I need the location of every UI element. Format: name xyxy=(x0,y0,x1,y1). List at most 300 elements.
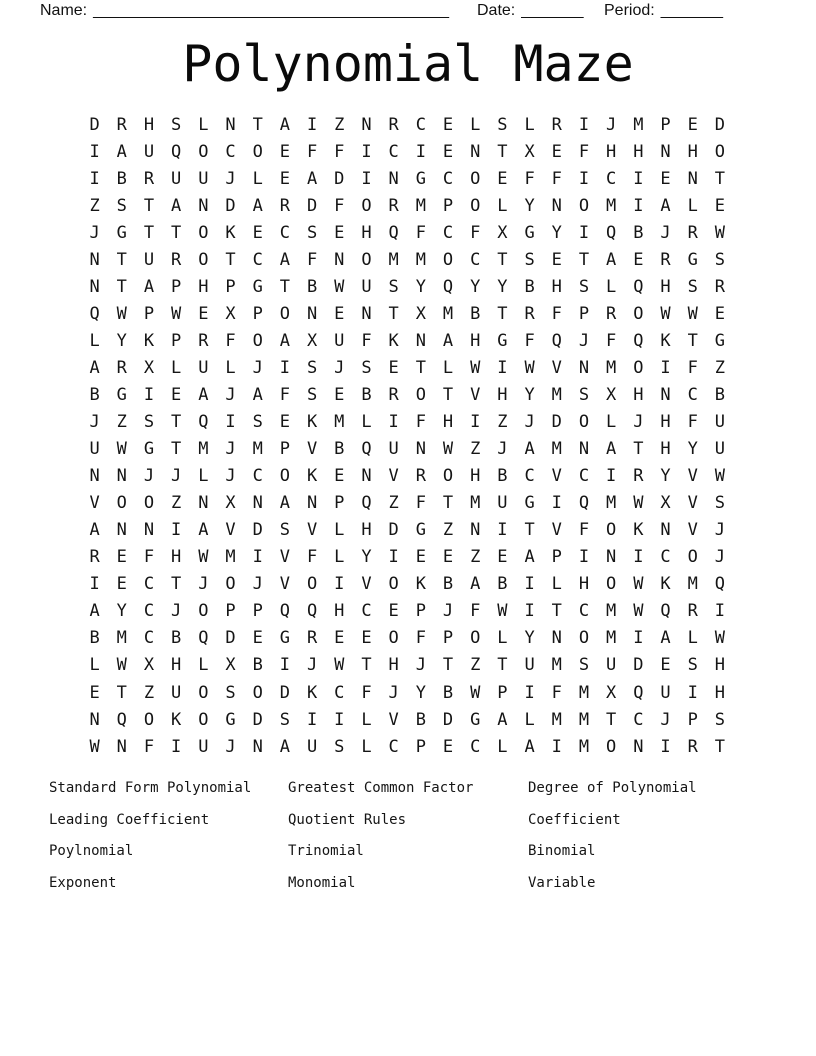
grid-cell: I xyxy=(171,520,182,541)
grid-cell: S xyxy=(143,412,155,433)
grid-cell: K xyxy=(306,466,318,487)
grid-cell: W xyxy=(116,655,127,676)
grid-cell: J xyxy=(225,736,236,757)
grid-cell: A xyxy=(116,141,127,162)
grid-cell: K xyxy=(225,222,236,243)
grid-cell: T xyxy=(171,412,182,433)
grid-cell: V xyxy=(306,439,318,460)
grid-cell: J xyxy=(225,384,236,405)
grid-cell: W xyxy=(687,303,698,324)
word-list-item: Quotient Rules xyxy=(288,811,407,828)
grid-cell: A xyxy=(442,330,454,351)
word-list-item: Standard Form Polynomial xyxy=(49,780,252,796)
grid-cell: C xyxy=(143,628,155,649)
grid-cell: U xyxy=(198,168,209,189)
grid-cell: E xyxy=(388,357,399,378)
grid-cell: Q xyxy=(633,330,644,351)
grid-cell: E xyxy=(497,168,508,189)
word-list-item: Degree of Polynomial xyxy=(528,780,697,796)
grid-cell: F xyxy=(415,222,426,243)
grid-cell: U xyxy=(361,276,372,297)
grid-cell: F xyxy=(334,195,345,216)
grid-cell: A xyxy=(524,439,535,460)
grid-cell: E xyxy=(116,547,127,568)
grid-cell: E xyxy=(89,682,100,703)
grid-cell: C xyxy=(279,222,291,243)
grid-cell: O xyxy=(361,249,372,270)
grid-cell: L xyxy=(198,655,209,676)
grid-cell: A xyxy=(306,168,318,189)
grid-cell: L xyxy=(497,736,508,757)
grid-cell: T xyxy=(361,655,372,676)
grid-cell: B xyxy=(334,439,345,460)
grid-cell: N xyxy=(116,736,127,757)
grid-cell: R xyxy=(198,330,209,351)
grid-cell: J xyxy=(334,357,345,378)
grid-cell: L xyxy=(225,357,236,378)
grid-cell: W xyxy=(116,439,127,460)
grid-cell: V xyxy=(687,466,698,487)
grid-cell: I xyxy=(633,628,644,649)
grid-cell: R xyxy=(171,249,182,270)
grid-cell: I xyxy=(551,736,562,757)
grid-cell: J xyxy=(89,412,100,433)
grid-cell: N xyxy=(660,520,671,541)
word-list-column xyxy=(528,773,697,900)
grid-cell: T xyxy=(252,114,263,135)
grid-cell: A xyxy=(89,520,100,541)
grid-cell: J xyxy=(198,574,209,595)
grid-cell: W xyxy=(714,466,726,487)
grid-cell: H xyxy=(606,141,617,162)
grid-cell: H xyxy=(361,520,372,541)
grid-cell: E xyxy=(633,249,644,270)
grid-cell: A xyxy=(252,384,263,405)
grid-cell: O xyxy=(578,628,590,649)
grid-cell: B xyxy=(633,222,644,243)
grid-cell: R xyxy=(306,628,318,649)
grid-cell: D xyxy=(334,168,345,189)
grid-cell: X xyxy=(306,330,318,351)
grid-cell: V xyxy=(225,520,236,541)
grid-cell: L xyxy=(361,709,372,730)
grid-cell: I xyxy=(143,384,155,405)
grid-cell: O xyxy=(470,628,481,649)
grid-cell: J xyxy=(171,601,182,622)
grid-cell: S xyxy=(687,276,698,297)
grid-cell: T xyxy=(279,276,291,297)
grid-cell: E xyxy=(252,628,263,649)
grid-cell: E xyxy=(442,114,454,135)
word-list-item: Exponent xyxy=(49,875,117,892)
grid-cell: T xyxy=(143,195,155,216)
grid-cell: Z xyxy=(714,357,726,378)
grid-cell: V xyxy=(470,384,481,405)
grid-cell: P xyxy=(415,736,426,757)
grid-cell: I xyxy=(279,655,291,676)
grid-cell: N xyxy=(578,357,590,378)
grid-cell: J xyxy=(388,682,399,703)
grid-cell: W xyxy=(470,682,481,703)
grid-cell: H xyxy=(198,276,209,297)
grid-cell: Z xyxy=(388,493,399,514)
grid-cell: Z xyxy=(442,520,454,541)
grid-cell: E xyxy=(714,303,726,324)
grid-cell: N xyxy=(606,547,617,568)
grid-cell: L xyxy=(89,655,100,676)
grid-cell: E xyxy=(415,547,426,568)
grid-cell: S xyxy=(497,114,508,135)
grid-cell: X xyxy=(415,303,426,324)
grid-cell: W xyxy=(633,574,644,595)
grid-cell: U xyxy=(306,736,318,757)
grid-cell: G xyxy=(143,439,155,460)
grid-cell: I xyxy=(606,466,617,487)
grid-cell: S xyxy=(252,412,263,433)
grid-cell: O xyxy=(415,384,426,405)
grid-cell: F xyxy=(279,384,291,405)
grid-cell: M xyxy=(551,384,562,405)
grid-cell: O xyxy=(578,195,590,216)
grid-cell: I xyxy=(633,547,644,568)
page-title: Polynomial Maze xyxy=(182,35,634,93)
grid-cell: Z xyxy=(470,655,481,676)
grid-cell: M xyxy=(470,493,481,514)
grid-cell: O xyxy=(606,520,617,541)
grid-cell: L xyxy=(606,276,617,297)
grid-cell: F xyxy=(225,330,236,351)
grid-cell: J xyxy=(171,466,182,487)
grid-cell: M xyxy=(606,601,617,622)
date-field xyxy=(477,2,584,20)
grid-cell: O xyxy=(361,195,372,216)
grid-cell: W xyxy=(660,303,671,324)
grid-cell: W xyxy=(334,655,345,676)
grid-cell: O xyxy=(470,168,481,189)
grid-cell: J xyxy=(714,520,726,541)
grid-cell: E xyxy=(660,655,671,676)
grid-cell: S xyxy=(116,195,127,216)
grid-cell: N xyxy=(198,195,209,216)
word-list-item: Monomial xyxy=(288,875,356,892)
grid-cell: Y xyxy=(116,330,127,351)
grid-cell: Y xyxy=(497,276,508,297)
grid-cell: Z xyxy=(116,412,127,433)
grid-cell: F xyxy=(551,682,562,703)
grid-cell: O xyxy=(225,574,236,595)
grid-cell: Q xyxy=(361,493,372,514)
grid-cell: A xyxy=(198,520,209,541)
grid-cell: H xyxy=(633,384,644,405)
grid-cell: O xyxy=(388,574,399,595)
grid-cell: V xyxy=(551,520,562,541)
grid-cell: U xyxy=(143,249,155,270)
grid-cell: X xyxy=(660,493,671,514)
grid-cell: O xyxy=(606,574,617,595)
grid-cell: S xyxy=(687,655,698,676)
grid-cell: N xyxy=(89,276,100,297)
grid-cell: E xyxy=(714,195,726,216)
grid-cell: M xyxy=(415,249,426,270)
grid-cell: Q xyxy=(361,439,372,460)
grid-cell: F xyxy=(361,682,372,703)
grid-cell: T xyxy=(442,655,454,676)
grid-cell: H xyxy=(578,574,590,595)
grid-cell: I xyxy=(660,357,671,378)
grid-cell: O xyxy=(279,466,291,487)
grid-cell: I xyxy=(415,141,426,162)
grid-cell: L xyxy=(252,168,263,189)
grid-cell: Y xyxy=(415,276,426,297)
grid-cell: O xyxy=(198,222,209,243)
grid-cell: U xyxy=(714,439,726,460)
name-field xyxy=(40,2,449,20)
grid-cell: W xyxy=(442,439,454,460)
grid-cell: M xyxy=(578,736,590,757)
grid-cell: K xyxy=(415,574,426,595)
grid-cell: T xyxy=(687,330,698,351)
word-list-column xyxy=(49,773,251,900)
grid-cell: W xyxy=(524,357,535,378)
grid-cell: J xyxy=(225,466,236,487)
grid-cell: W xyxy=(633,493,644,514)
grid-cell: S xyxy=(578,655,590,676)
grid-cell: R xyxy=(551,114,562,135)
grid-cell: T xyxy=(497,303,508,324)
grid-cell: W xyxy=(714,222,726,243)
grid-cell: F xyxy=(578,141,590,162)
period-blank-line: _______ xyxy=(660,2,723,19)
grid-cell: N xyxy=(306,303,318,324)
grid-cell: I xyxy=(388,547,399,568)
grid-cell: Y xyxy=(524,384,535,405)
grid-cell: L xyxy=(551,574,562,595)
grid-cell: J xyxy=(714,547,726,568)
word-search-grid xyxy=(81,111,734,760)
grid-cell: N xyxy=(198,493,209,514)
grid-cell: F xyxy=(143,547,155,568)
grid-cell: E xyxy=(334,303,345,324)
grid-cell: C xyxy=(143,574,155,595)
grid-cell: I xyxy=(334,574,345,595)
word-list-item: Variable xyxy=(528,875,596,892)
grid-cell: G xyxy=(524,493,535,514)
grid-cell: A xyxy=(252,195,263,216)
grid-cell: X xyxy=(225,655,236,676)
grid-cell: M xyxy=(551,709,562,730)
grid-cell: X xyxy=(606,384,617,405)
grid-cell: B xyxy=(89,628,100,649)
grid-cell: W xyxy=(334,276,345,297)
grid-cell: B xyxy=(497,466,508,487)
grid-cell: C xyxy=(361,601,372,622)
grid-cell: E xyxy=(334,222,345,243)
grid-cell: P xyxy=(415,601,426,622)
grid-cell: E xyxy=(660,168,671,189)
grid-cell: L xyxy=(606,412,617,433)
grid-cell: I xyxy=(279,357,291,378)
word-list-item: Coefficient xyxy=(528,811,621,828)
period-field xyxy=(604,2,723,20)
grid-cell: D xyxy=(252,709,263,730)
grid-cell: G xyxy=(415,520,426,541)
grid-cell: U xyxy=(89,439,100,460)
grid-cell: A xyxy=(279,493,291,514)
grid-cell: K xyxy=(388,330,399,351)
grid-cell: C xyxy=(470,249,481,270)
grid-cell: N xyxy=(116,520,127,541)
period-label: Period: xyxy=(604,2,655,19)
grid-cell: Y xyxy=(660,466,671,487)
date-blank-line: _______ xyxy=(521,2,584,19)
grid-cell: O xyxy=(687,547,698,568)
grid-cell: T xyxy=(578,249,590,270)
grid-cell: L xyxy=(334,520,345,541)
grid-cell: S xyxy=(279,520,291,541)
grid-cell: E xyxy=(497,547,508,568)
grid-cell: V xyxy=(279,547,291,568)
grid-cell: G xyxy=(252,276,263,297)
grid-cell: O xyxy=(143,493,155,514)
grid-cell: N xyxy=(361,466,372,487)
grid-cell: R xyxy=(388,114,399,135)
grid-cell: G xyxy=(116,222,127,243)
grid-cell: C xyxy=(388,736,399,757)
grid-cell: B xyxy=(171,628,182,649)
grid-cell: H xyxy=(442,412,454,433)
grid-cell: V xyxy=(551,466,562,487)
grid-cell: C xyxy=(225,141,236,162)
grid-cell: I xyxy=(497,520,508,541)
grid-cell: Y xyxy=(415,682,426,703)
grid-cell: H xyxy=(714,655,726,676)
grid-cell: R xyxy=(633,466,644,487)
grid-cell: J xyxy=(497,439,508,460)
grid-cell: O xyxy=(578,412,590,433)
grid-cell: M xyxy=(606,357,617,378)
grid-cell: C xyxy=(524,466,535,487)
grid-cell: S xyxy=(306,222,318,243)
grid-cell: O xyxy=(470,195,481,216)
grid-cell: N xyxy=(415,439,426,460)
grid-cell: Y xyxy=(524,628,535,649)
grid-cell: I xyxy=(578,114,590,135)
grid-cell: T xyxy=(171,439,182,460)
grid-cell: A xyxy=(660,628,671,649)
grid-cell: A xyxy=(524,547,535,568)
grid-cell: U xyxy=(171,682,182,703)
grid-cell: G xyxy=(415,168,426,189)
grid-cell: D xyxy=(714,114,726,135)
grid-cell: L xyxy=(687,628,698,649)
grid-cell: F xyxy=(551,303,562,324)
grid-cell: Q xyxy=(633,276,644,297)
grid-cell: Y xyxy=(361,547,372,568)
grid-cell: L xyxy=(334,547,345,568)
grid-cell: L xyxy=(198,466,209,487)
grid-cell: M xyxy=(388,249,399,270)
grid-cell: C xyxy=(252,249,263,270)
grid-cell: C xyxy=(578,601,590,622)
grid-cell: N xyxy=(252,736,263,757)
grid-cell: T xyxy=(442,493,454,514)
grid-cell: E xyxy=(388,601,399,622)
grid-cell: M xyxy=(116,628,127,649)
grid-cell: F xyxy=(415,628,426,649)
grid-cell: K xyxy=(306,682,318,703)
grid-cell: T xyxy=(606,709,617,730)
grid-cell: I xyxy=(714,601,726,622)
grid-cell: G xyxy=(714,330,726,351)
grid-cell: I xyxy=(578,168,590,189)
grid-cell: F xyxy=(687,357,698,378)
grid-cell: A xyxy=(606,439,617,460)
grid-cell: E xyxy=(551,249,562,270)
grid-cell: R xyxy=(415,466,426,487)
grid-cell: O xyxy=(198,709,209,730)
grid-cell: P xyxy=(497,682,508,703)
grid-cell: E xyxy=(361,628,372,649)
grid-cell: I xyxy=(687,682,698,703)
grid-cell: E xyxy=(171,384,182,405)
grid-cell: I xyxy=(633,168,644,189)
grid-cell: A xyxy=(143,276,155,297)
grid-cell: E xyxy=(198,303,209,324)
grid-cell: U xyxy=(198,357,209,378)
grid-cell: M xyxy=(415,195,426,216)
grid-cell: Z xyxy=(470,439,481,460)
grid-cell: G xyxy=(497,330,508,351)
word-list-item: Poylnomial xyxy=(49,843,134,860)
grid-cell: N xyxy=(252,493,263,514)
grid-cell: E xyxy=(334,628,345,649)
grid-cell: O xyxy=(442,466,454,487)
grid-cell: L xyxy=(687,195,698,216)
grid-cell: B xyxy=(415,709,426,730)
grid-cell: I xyxy=(524,574,535,595)
grid-cell: F xyxy=(524,168,535,189)
grid-cell: X xyxy=(524,141,535,162)
grid-cell: T xyxy=(714,736,726,757)
grid-cell: R xyxy=(388,384,399,405)
grid-cell: A xyxy=(606,249,617,270)
grid-cell: A xyxy=(279,249,291,270)
grid-cell: M xyxy=(551,655,562,676)
grid-cell: T xyxy=(497,655,508,676)
grid-cell: J xyxy=(606,114,617,135)
grid-cell: Q xyxy=(306,601,318,622)
grid-cell: H xyxy=(660,412,671,433)
grid-cell: A xyxy=(89,601,100,622)
grid-cell: A xyxy=(470,574,481,595)
grid-cell: H xyxy=(633,141,644,162)
grid-cell: Q xyxy=(198,628,209,649)
grid-cell: I xyxy=(660,736,671,757)
grid-cell: J xyxy=(578,330,590,351)
grid-cell: D xyxy=(225,628,236,649)
grid-cell: G xyxy=(470,709,481,730)
grid-cell: J xyxy=(660,222,671,243)
grid-cell: L xyxy=(198,114,209,135)
grid-cell: B xyxy=(497,574,508,595)
grid-cell: H xyxy=(361,222,372,243)
grid-cell: M xyxy=(252,439,263,460)
grid-cell: R xyxy=(116,114,127,135)
grid-cell: O xyxy=(252,330,263,351)
grid-cell: D xyxy=(442,709,454,730)
grid-cell: Q xyxy=(116,709,127,730)
grid-cell: O xyxy=(252,141,263,162)
